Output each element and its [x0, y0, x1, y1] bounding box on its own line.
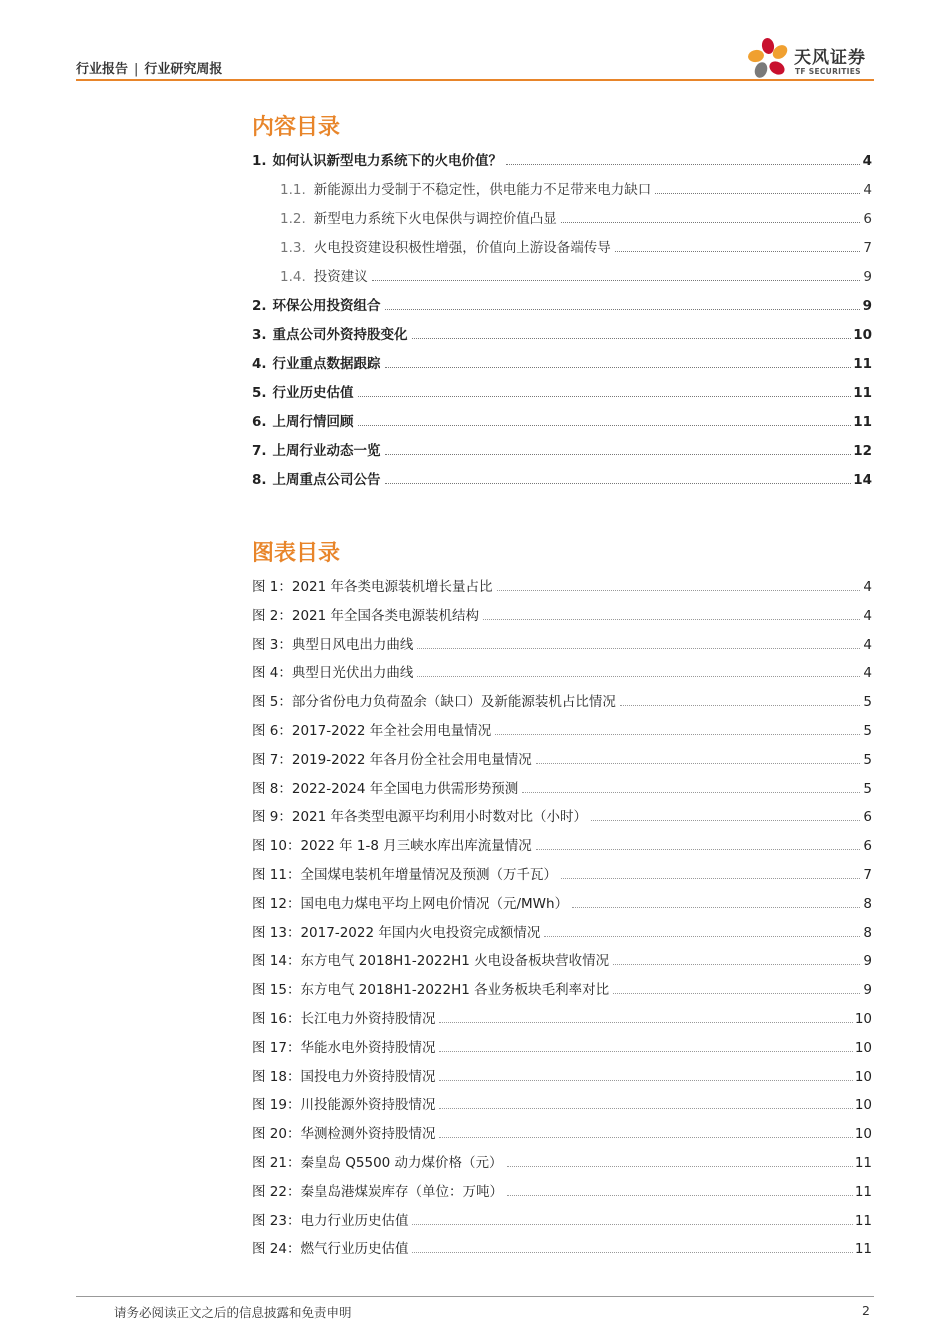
- toc-entry-text: 环保公用投资组合: [272, 298, 381, 314]
- toc-entry-number: 8.: [252, 472, 267, 488]
- logo-flower-icon: [746, 36, 794, 82]
- figure-entry[interactable]: [252, 890, 872, 912]
- figure-entry-label: 图 9：2021 年各类型电源平均利用小时数对比（小时）: [252, 809, 588, 826]
- dot-leader: [439, 1022, 852, 1023]
- dot-leader: [412, 1224, 852, 1225]
- figure-entry[interactable]: [252, 1120, 872, 1142]
- toc-entry-text: 投资建议: [313, 269, 368, 285]
- logo-brand-text: 天风证券: [794, 48, 866, 68]
- figure-entry-label: 图 15：东方电气 2018H1-2022H1 各业务板块毛利率对比: [252, 982, 610, 999]
- toc-entry-number: 2.: [252, 298, 267, 314]
- figure-entry[interactable]: [252, 1091, 872, 1113]
- toc-entry-page: 10: [853, 327, 872, 343]
- figure-entry-page: 10: [854, 1097, 872, 1114]
- dot-leader: [561, 222, 860, 223]
- figure-entry-page: 10: [854, 1011, 872, 1027]
- figure-entry-page: 6: [863, 809, 872, 826]
- toc-entry-text: 如何认识新型电力系统下的火电价值？: [272, 153, 503, 169]
- dot-leader: [385, 367, 852, 368]
- dot-leader: [655, 193, 860, 194]
- figure-entry[interactable]: [252, 947, 872, 969]
- toc-entry-label: [280, 265, 368, 285]
- toc-entry-page: 6: [863, 211, 872, 227]
- figure-entry-page: 5: [863, 751, 872, 768]
- toc-entry-text: 上周行业动态一览: [272, 443, 381, 459]
- figure-entry-label: 图 22：秦皇岛港煤炭库存（单位：万吨）: [252, 1183, 503, 1200]
- category-label: 行业报告: [76, 62, 129, 77]
- dot-leader: [544, 936, 860, 937]
- dot-leader: [561, 878, 860, 879]
- toc-entry-page: 4: [863, 182, 872, 198]
- dot-leader: [417, 648, 860, 649]
- dot-leader: [439, 1051, 852, 1052]
- figure-entry-page: 10: [854, 1126, 872, 1143]
- subcategory-label: 行业研究周报: [144, 62, 223, 77]
- figure-entry[interactable]: [252, 1207, 872, 1229]
- page-number: 2: [862, 1303, 870, 1318]
- figure-entry-label: 图 12：国电电力煤电平均上网电价情况（元/MWh）: [252, 895, 569, 912]
- figure-entry-label: 图 19：川投能源外资持股情况: [252, 1097, 436, 1114]
- figure-entry[interactable]: [252, 573, 872, 595]
- toc-entry-label: [280, 236, 611, 256]
- toc-entry-text: 重点公司外资持股变化: [272, 327, 408, 343]
- figure-entry[interactable]: [252, 1063, 872, 1085]
- disclaimer-text: 请务必阅读正文之后的信息披露和免责申明: [114, 1305, 352, 1320]
- toc-entry-text: 行业重点数据跟踪: [272, 356, 381, 372]
- dot-leader: [412, 1252, 852, 1253]
- dot-leader: [615, 251, 860, 252]
- toc-entry-text: 上周重点公司公告: [272, 472, 381, 488]
- figure-entry-page: 5: [863, 723, 872, 739]
- figure-entry[interactable]: [252, 861, 872, 883]
- toc-entry-label: [252, 352, 381, 372]
- figure-entry-label: 图 10：2022 年 1-8 月三峡水库出库流量情况: [252, 838, 532, 855]
- dot-leader: [385, 454, 852, 455]
- dot-leader: [412, 338, 852, 339]
- toc-entry-label: [252, 149, 502, 169]
- dot-leader: [497, 590, 860, 591]
- figure-entry-label: 图 23：电力行业历史估值: [252, 1212, 409, 1229]
- footer-divider: [76, 1296, 874, 1297]
- toc-entry-text: 上周行情回顾: [272, 414, 354, 430]
- header-divider: [76, 79, 874, 81]
- dot-leader: [439, 1108, 852, 1109]
- figure-entry-label: 图 8：2022-2024 年全国电力供需形势预测: [252, 780, 519, 797]
- figure-entry[interactable]: [252, 1149, 872, 1171]
- toc-entry-text: 火电投资建设积极性增强，价值向上游设备端传导: [313, 240, 611, 256]
- dot-leader: [522, 792, 860, 793]
- toc-entry-page: 14: [853, 472, 872, 488]
- toc-entry[interactable]: [252, 263, 872, 285]
- figure-entry[interactable]: [252, 746, 872, 768]
- toc-entry-page: 9: [863, 269, 872, 285]
- figure-entry-page: 4: [863, 665, 872, 682]
- toc-entry[interactable]: [252, 466, 872, 488]
- figure-entry-page: 7: [863, 867, 872, 883]
- figure-entry[interactable]: [252, 775, 872, 797]
- figure-entry-page: 4: [863, 579, 872, 595]
- dot-leader: [506, 164, 860, 165]
- figure-entry-label: 图 1：2021 年各类电源装机增长量占比: [252, 579, 493, 595]
- figure-entry[interactable]: [252, 1005, 872, 1027]
- toc-entry[interactable]: [252, 350, 872, 372]
- figure-entry-label: 图 24：燃气行业历史估值: [252, 1241, 409, 1258]
- toc-entry[interactable]: [252, 321, 872, 343]
- company-logo: [746, 36, 886, 80]
- figure-entry-label: 图 18：国投电力外资持股情况: [252, 1068, 436, 1085]
- figure-entry[interactable]: [252, 919, 872, 941]
- figure-entry-page: 8: [863, 924, 872, 941]
- toc-entry[interactable]: [252, 205, 872, 227]
- figure-entry-page: 11: [854, 1183, 872, 1200]
- toc-entry-page: 11: [853, 414, 872, 430]
- figure-entry-page: 11: [854, 1212, 872, 1229]
- figure-entry-label: 图 21：秦皇岛 Q5500 动力煤价格（元）: [252, 1155, 503, 1171]
- figure-entry-page: 5: [863, 694, 872, 711]
- toc-entry[interactable]: [252, 437, 872, 459]
- figure-entry-label: 图 5：部分省份电力负荷盈余（缺口）及新能源装机占比情况: [252, 694, 616, 711]
- toc-entry[interactable]: [252, 176, 872, 198]
- figure-entry-page: 4: [863, 636, 872, 653]
- dot-leader: [358, 425, 852, 426]
- dot-leader: [385, 309, 860, 310]
- figure-entry-label: 图 6：2017-2022 年全社会用电量情况: [252, 723, 492, 739]
- toc-entry[interactable]: [252, 379, 872, 401]
- figure-entry[interactable]: [252, 1235, 872, 1257]
- toc-entry-text: 新能源出力受制于不稳定性，供电能力不足带来电力缺口: [313, 182, 652, 198]
- dot-leader: [536, 763, 860, 764]
- dot-leader: [495, 734, 860, 735]
- toc-entry-label: [252, 323, 408, 343]
- figure-entry-label: 图 17：华能水电外资持股情况: [252, 1039, 436, 1056]
- figure-entry[interactable]: [252, 631, 872, 653]
- figure-entry-label: 图 16：长江电力外资持股情况: [252, 1011, 436, 1027]
- toc-entry-label: [280, 207, 557, 227]
- dot-leader: [591, 820, 860, 821]
- dot-leader: [358, 396, 852, 397]
- figure-entry-page: 5: [863, 780, 872, 797]
- toc-entry-text: 行业历史估值: [272, 385, 354, 401]
- dot-leader: [385, 483, 852, 484]
- toc-entry-label: [280, 178, 651, 198]
- toc-entry-label: [252, 468, 381, 488]
- dot-leader: [613, 993, 860, 994]
- figure-entry-label: 图 14：东方电气 2018H1-2022H1 火电设备板块营收情况: [252, 953, 610, 970]
- figure-entry-page: 9: [863, 953, 872, 970]
- toc-entry-label: [252, 294, 381, 314]
- figure-entry-label: 图 13：2017-2022 年国内火电投资完成额情况: [252, 924, 541, 941]
- figure-entry-page: 8: [863, 895, 872, 912]
- toc-entry-label: [252, 381, 354, 401]
- dot-leader: [507, 1166, 853, 1167]
- dot-leader: [483, 619, 860, 620]
- figure-entry-page: 9: [863, 982, 872, 999]
- toc-entry[interactable]: [252, 292, 872, 314]
- toc-entry-page: 9: [862, 298, 872, 314]
- logo-brand-en: TF SECURITIES: [795, 67, 861, 76]
- toc-entry[interactable]: [252, 234, 872, 256]
- figure-entry-page: 10: [854, 1039, 872, 1056]
- dot-leader: [439, 1137, 852, 1138]
- figure-entry-label: 图 11：全国煤电装机年增量情况及预测（万千瓦）: [252, 867, 557, 883]
- figure-entry-page: 10: [854, 1068, 872, 1085]
- figure-entry-page: 11: [854, 1155, 872, 1171]
- figure-entry-page: 6: [863, 838, 872, 855]
- toc-entry-page: 12: [853, 443, 872, 459]
- figure-entry-label: 图 20：华测检测外资持股情况: [252, 1126, 436, 1143]
- figure-entry-label: 图 4：典型日光伏出力曲线: [252, 665, 414, 682]
- toc-entry-number: 1.: [252, 153, 267, 169]
- dot-leader: [620, 705, 860, 706]
- dot-leader: [372, 280, 860, 281]
- toc-entry-label: [252, 410, 354, 430]
- figure-entry[interactable]: [252, 803, 872, 825]
- figure-entry-label: 图 3：典型日风电出力曲线: [252, 636, 414, 653]
- contents-title: 内容目录: [252, 115, 341, 140]
- dot-leader: [613, 964, 860, 965]
- toc-entry-number: 6.: [252, 414, 267, 430]
- figure-entry[interactable]: [252, 717, 872, 739]
- toc-entry[interactable]: [252, 408, 872, 430]
- toc-entry-number: 7.: [252, 443, 267, 459]
- figure-entry[interactable]: [252, 659, 872, 681]
- toc-entry-number: 4.: [252, 356, 267, 372]
- figure-entry-page: 11: [854, 1241, 872, 1258]
- figure-entry[interactable]: [252, 688, 872, 710]
- dot-leader: [417, 676, 860, 677]
- toc-entry-page: 11: [853, 385, 872, 401]
- figure-entry[interactable]: [252, 602, 872, 624]
- dot-leader: [507, 1195, 853, 1196]
- toc-entry-number: 1.2.: [280, 211, 306, 227]
- toc-entry-number: 1.4.: [280, 269, 306, 285]
- toc-entry-number: 5.: [252, 385, 267, 401]
- toc-entry-page: 11: [853, 356, 872, 372]
- dot-leader: [536, 849, 860, 850]
- toc-entry-number: 1.3.: [280, 240, 306, 256]
- dot-leader: [439, 1080, 852, 1081]
- figure-entry[interactable]: [252, 976, 872, 998]
- figure-entry[interactable]: [252, 1034, 872, 1056]
- figure-entry[interactable]: [252, 832, 872, 854]
- figures-title: 图表目录: [252, 541, 341, 566]
- figure-entry-label: 图 7：2019-2022 年各月份全社会用电量情况: [252, 751, 532, 768]
- toc-entry-page: 4: [862, 153, 872, 169]
- toc-entry-number: 1.1.: [280, 182, 306, 198]
- toc-entry-text: 新型电力系统下火电保供与调控价值凸显: [313, 211, 557, 227]
- dot-leader: [572, 907, 860, 908]
- report-category: 行业报告 | 行业研究周报: [76, 62, 223, 77]
- toc-entry-label: [252, 439, 381, 459]
- toc-entry-number: 3.: [252, 327, 267, 343]
- figure-entry-page: 4: [863, 607, 872, 624]
- figure-entry-label: 图 2：2021 年全国各类电源装机结构: [252, 607, 480, 624]
- toc-entry[interactable]: [252, 147, 872, 169]
- figure-entry[interactable]: [252, 1178, 872, 1200]
- toc-entry-page: 7: [863, 240, 872, 256]
